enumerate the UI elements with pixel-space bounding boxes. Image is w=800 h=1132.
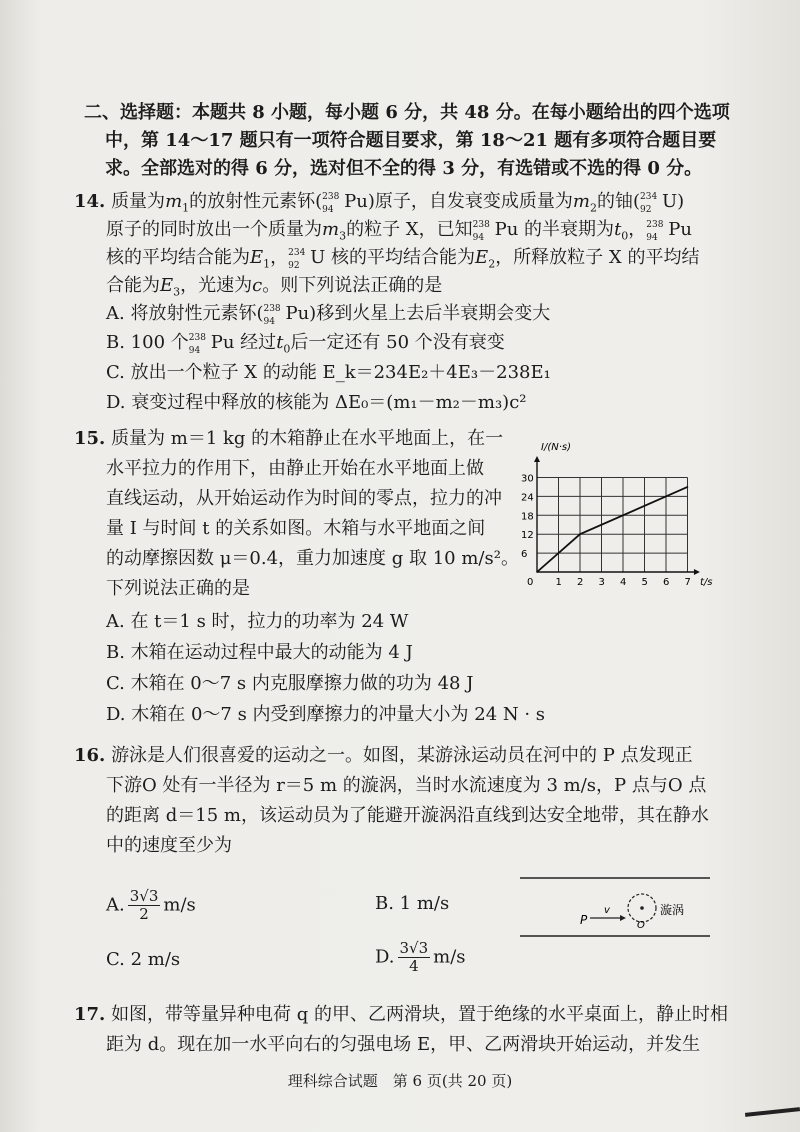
fraction: $\frac{3√3}{4}$ xyxy=(399,939,429,975)
q15-option-b: B. 木箱在运动过程中最大的动能为 4 J xyxy=(106,642,413,663)
q14-line-3: 核的平均结合能为$E_1$， 234 92 U 核的平均结合能为$E_2$，所释放粒子 X 的平均结 xyxy=(106,247,700,271)
vortex-center xyxy=(640,906,644,910)
series-point xyxy=(687,486,689,488)
q15-line-3: 直线运动，从开始运动作为时间的零点，拉力的冲 xyxy=(106,488,502,509)
q15-line-5: 的动摩擦因数 μ＝0.4，重力加速度 g 取 10 m/s²。 xyxy=(106,548,519,569)
arrow-head xyxy=(620,915,626,921)
fraction: $\frac{3√3}{2}$ xyxy=(129,887,159,923)
q15-option-a: A. 在 t＝1 s 时，拉力的功率为 24 W xyxy=(106,611,409,632)
q14: 14. 质量为$m_1$的放射性元素钚( 238 94 Pu)原子，自发衰变成质量为$m_2$的铀( 234 92 U) xyxy=(74,191,685,215)
q15-line-2: 水平拉力的作用下，由静止开始在水平地面上做 xyxy=(106,458,484,479)
x-tick-label: 4 xyxy=(620,577,627,588)
x-tick-label: 5 xyxy=(641,577,648,588)
u-nuclide: 234 92 xyxy=(640,192,658,215)
q17: 17. 如图，带等量异种电荷 q 的甲、乙两滑块，置于绝缘的水平桌面上，静止时相 xyxy=(74,1004,729,1025)
origin-label: 0 xyxy=(527,577,534,588)
river-vortex-figure xyxy=(520,872,715,944)
q16-line-4: 中的速度至少为 xyxy=(106,835,232,856)
y-tick-label: 12 xyxy=(521,530,534,542)
section-line-2: 中，第 14～17 题只有一项符合题目要求，第 18～21 题有多项符合题目要 xyxy=(105,130,717,151)
x-tick-label: 2 xyxy=(577,577,584,588)
point-p-label: P xyxy=(580,913,588,927)
x-axis-arrow xyxy=(694,569,700,575)
y-tick-label: 30 xyxy=(521,473,534,485)
q15-number: 15. xyxy=(74,428,106,449)
q17-number: 17. xyxy=(74,1004,106,1025)
q16-option-b: B. 1 m/s xyxy=(375,893,450,914)
page-footer: 理科综合试题 第 6 页(共 20 页) xyxy=(287,1072,513,1090)
q15-option-d: D. 木箱在 0～7 s 内受到摩擦力的冲量大小为 24 N · s xyxy=(106,704,546,725)
velocity-label: v xyxy=(604,905,610,916)
pu-nuclide: 238 94 xyxy=(322,192,340,215)
y-axis-label: I/(N·s) xyxy=(541,442,571,453)
scan-mark xyxy=(745,1107,800,1117)
x-tick-label: 1 xyxy=(555,577,562,588)
x-axis-label: t/s xyxy=(699,577,713,588)
q14-number: 14. xyxy=(74,191,106,212)
q14-option-a: A. 将放射性元素钚( 238 94 Pu)移到火星上去后半衰期会变大 xyxy=(106,303,551,327)
q16-number: 16. xyxy=(74,745,106,766)
vortex-label: 漩涡 xyxy=(660,903,685,917)
q14-option-d: D. 衰变过程中释放的核能为 ΔE₀＝(m₁－m₂－m₃)c² xyxy=(106,392,527,413)
x-tick-label: 3 xyxy=(598,577,605,588)
q16-line-2: 下游O 处有一半径为 r＝5 m 的漩涡，当时水流速度为 3 m/s，P 点与O 点 xyxy=(106,775,707,796)
y-axis-arrow xyxy=(534,456,540,462)
y-tick-label: 6 xyxy=(521,549,528,561)
impulse-time-chart xyxy=(505,440,713,590)
x-tick-label: 7 xyxy=(684,577,691,588)
q14-line-2: 原子的同时放出一个质量为$m_3$的粒子 X，已知 238 94 Pu 的半衰期为$t_0$， 238 94 Pu xyxy=(106,219,693,243)
q15-option-c: C. 木箱在 0～7 s 内克服摩擦力做的功为 48 J xyxy=(106,673,474,694)
series-point xyxy=(579,533,581,535)
q16-option-c: C. 2 m/s xyxy=(106,949,181,970)
q14-option-b: B. 100 个 238 94 Pu 经过$t_0$后一定还有 50 个没有衰变 xyxy=(106,332,505,356)
q16-option-d: D. $\frac{3√3}{4}$ m/s xyxy=(375,939,466,975)
section-line-3: 求。全部选对的得 6 分，选对但不全的得 3 分，有选错或不选的得 0 分。 xyxy=(105,158,703,179)
y-tick-label: 18 xyxy=(521,511,534,523)
y-tick-label: 24 xyxy=(521,492,534,504)
q14-option-c: C. 放出一个粒子 X 的动能 E_k＝234E₂＋4E₃－238E₁ xyxy=(106,362,551,383)
q14-line-4: 合能为$E_3$，光速为c。则下列说法正确的是 xyxy=(106,275,443,299)
q16-option-a: A. $\frac{3√3}{2}$ m/s xyxy=(106,887,196,923)
q16: 16. 游泳是人们很喜爱的运动之一。如图，某游泳运动员在河中的 P 点发现正 xyxy=(74,745,693,766)
section-line-1: 二、选择题：本题共 8 小题，每小题 6 分，共 48 分。在每小题给出的四个选项 xyxy=(84,102,730,123)
q15-line-6: 下列说法正确的是 xyxy=(106,578,250,599)
series-point xyxy=(536,571,538,573)
q15: 15. 质量为 m＝1 kg 的木箱静止在水平地面上，在一 xyxy=(74,428,504,449)
x-tick-label: 6 xyxy=(663,577,670,588)
q16-line-3: 的距离 d＝15 m，该运动员为了能避开漩涡沿直线到达安全地带，其在静水 xyxy=(106,805,709,826)
series-line-I xyxy=(537,487,688,572)
q15-line-4: 量 I 与时间 t 的关系如图。木箱与水平地面之间 xyxy=(106,518,486,539)
q17-line-2: 距为 d。现在加一水平向右的匀强电场 E，甲、乙两滑块开始运动，并发生 xyxy=(106,1034,701,1055)
point-o-label: O xyxy=(637,920,645,931)
